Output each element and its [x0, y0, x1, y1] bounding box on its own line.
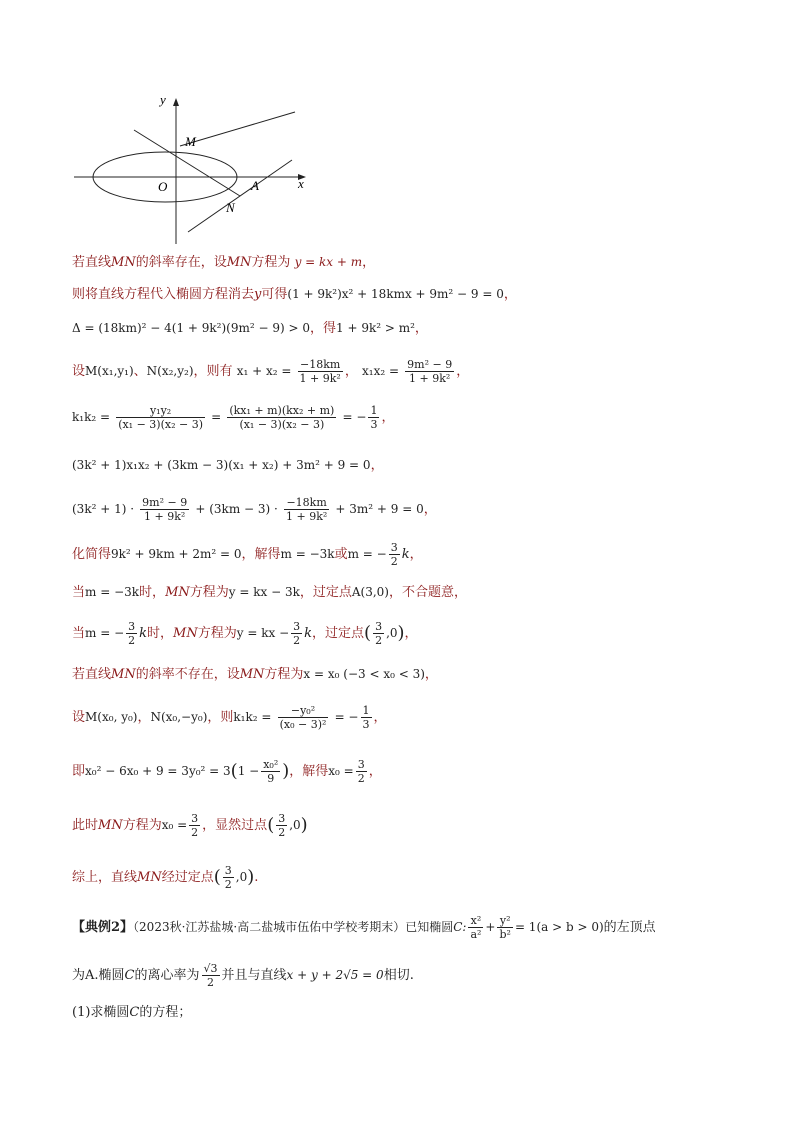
y-axis-arrow: [173, 98, 179, 106]
text-line-15: 综上，直线MN经过定点( $\frac{3}{2}$ ,0).: [72, 864, 259, 891]
fraction: $\frac{\text{9m² − 9}}{\text{1 + 9k²}}$: [142, 496, 188, 523]
text-line-7: (3k² + 1) · $\frac{\text{9m² − 9}}{\text{1 + 9k²}}$ + (3km − 3) · $\frac{-18km}{\text{1 + 9k²}}$ + 3m² + 9 = 0，: [72, 496, 437, 523]
fraction: $\frac{3}{2}$: [191, 812, 199, 839]
text-line-13: 即x₀² − 6x₀ + 9 = 3y₀² = 3(1 − $\frac{\text{x₀²}}{9}$ )，解得x₀ = $\frac{3}{2}$ ，: [72, 758, 382, 785]
fraction: $\frac{3}{2}$: [390, 541, 398, 568]
text-line-14: 此时MN方程为x₀ = $\frac{3}{2}$ ，显然过点( $\frac{3}{2}$ ,0): [72, 812, 308, 839]
fraction: $\frac{3}{2}$: [375, 620, 383, 647]
text-line-9: 当m = −3k时，MN方程为y = kx − 3k，过定点A(3,0)，不合题意，: [72, 585, 468, 600]
text-line-2: 则将直线方程代入椭圆方程消去y可得(1 + 9k²)x² + 18kmx + 9m² − 9 = 0，: [72, 287, 517, 302]
o-label: O: [158, 179, 168, 194]
fraction: $\frac{-18km}{\text{1 + 9k²}}$: [299, 358, 341, 385]
m-label: M: [185, 134, 196, 149]
n-label: N: [226, 200, 235, 215]
fraction: $\frac{3}{2}$: [278, 812, 286, 839]
example-title: 【典例2】: [72, 920, 134, 935]
text-line-1: 若直线MN的斜率存在，设MN方程为 y = kx + m，: [72, 255, 376, 270]
fraction: $\frac{\text{x²}}{\text{a²}}$: [470, 914, 482, 941]
ellipse-figure: [70, 88, 320, 248]
fraction: $\frac{\text{y²}}{\text{b²}}$: [499, 914, 511, 941]
fraction: $\frac{1}{3}$: [370, 404, 378, 431]
text-line-11: 若直线MN的斜率不存在，设MN方程为x = x₀ (−3 < x₀ < 3)，: [72, 667, 438, 682]
text-line-6: (3k² + 1)x₁x₂ + (3km − 3)(x₁ + x₂) + 3m² + 9 = 0，: [72, 458, 384, 473]
fraction: $\frac{-18km}{\text{1 + 9k²}}$: [285, 496, 328, 523]
question-1: (1)求椭圆C的方程；: [72, 1005, 192, 1020]
text-line-3: Δ = (18km)² − 4(1 + 9k²)(9m² − 9) > 0，得1 + 9k² > m²，: [72, 321, 428, 336]
fraction: $\frac{1}{3}$: [362, 704, 370, 731]
fraction: $\frac{√3}{2}$: [203, 962, 218, 989]
fraction: $\frac{3}{2}$: [357, 758, 365, 785]
example-2-line-2: 为A.椭圆C的离心率为 $\frac{√3}{2}$ 并且与直线x + y + 2√5 = 0相切.: [72, 962, 414, 989]
text-line-8: 化简得9k² + 9km + 2m² = 0，解得m = −3k或m = − $\frac{3}{2}$ k，: [72, 541, 423, 568]
line-an: [188, 160, 292, 232]
fraction: $\frac{3}{2}$: [224, 864, 232, 891]
a-label: A: [251, 178, 259, 193]
y-label: y: [160, 92, 166, 107]
fraction: $\frac{\text{y₁y₂}}{\text{(x₁ − 3)(x₂ − 3)}}$: [118, 404, 203, 431]
example-2-line-1: 【典例2】（2023秋·江苏盐城·高二盐城市伍佑中学校考期末）已知椭圆C: $\frac{\text{x²}}{\text{a²}}$ + $\frac{\text{y²}}{\text{b²}}$ = 1(a > b > 0)的左顶点: [72, 914, 656, 941]
fraction: $\frac{\text{−y₀²}}{\text{(x₀ − 3)²}}$: [279, 704, 327, 731]
fraction: $\frac{\text{x₀²}}{9}$: [263, 758, 279, 785]
x-label: x: [298, 176, 304, 191]
fraction: $\frac{\text{9m² − 9}}{\text{1 + 9k²}}$: [407, 358, 453, 385]
fraction: $\frac{3}{2}$: [293, 620, 301, 647]
text-line-10: 当m = − $\frac{3}{2}$ k时，MN方程为y = kx − $\frac{3}{2}$ k，过定点( $\frac{3}{2}$ ,0)，: [72, 620, 418, 647]
text-line-5: k₁k₂ = $\frac{\text{y₁y₂}}{\text{(x₁ − 3)(x₂ − 3)}}$ = $\frac{\text{(kx₁ + m)(kx₂ + m)}}{\text{(x₁ − 3)(x₂ − 3)}}$ = − $\frac{1}{3}$ ，: [72, 404, 395, 431]
text-line-4: 设M(x₁,y₁)、N(x₂,y₂)，则有 x₁ + x₂ = $\frac{-18km}{\text{1 + 9k²}}$ ， x₁x₂ = $\frac{\text{9m² − 9}}{\text{1 + 9k²}}$ ，: [72, 358, 470, 385]
line-am: [180, 112, 295, 146]
text-line-12: 设M(x₀, y₀)，N(x₀,−y₀)，则k₁k₂ = $\frac{\text{−y₀²}}{\text{(x₀ − 3)²}}$ = − $\frac{1}{3}$ ，: [72, 704, 387, 731]
fraction: $\frac{\text{(kx₁ + m)(kx₂ + m)}}{\text{(x₁ − 3)(x₂ − 3)}}$: [229, 404, 335, 431]
fraction: $\frac{3}{2}$: [128, 620, 136, 647]
